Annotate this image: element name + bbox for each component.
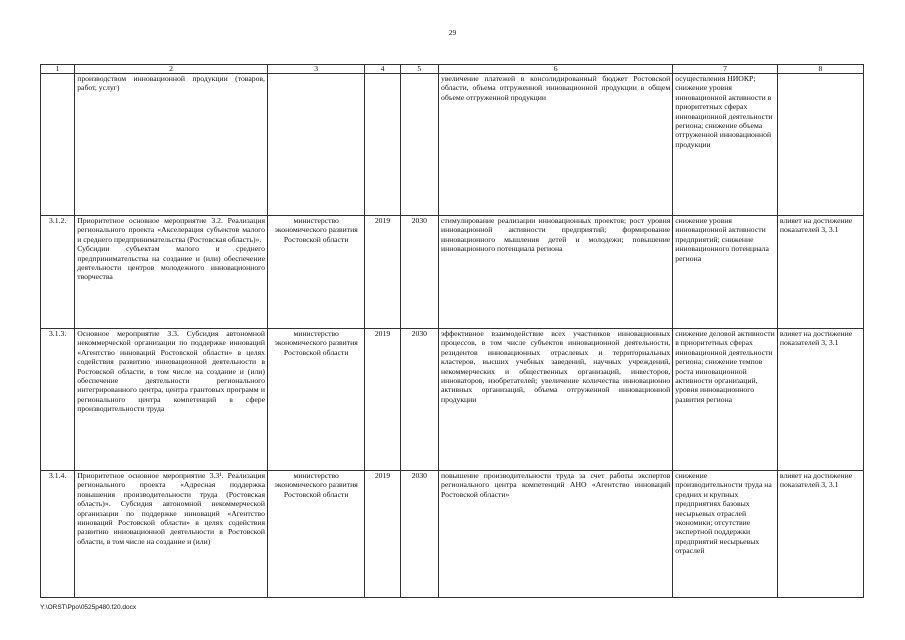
indicator-link <box>777 74 863 216</box>
end-year: 2030 <box>400 471 438 598</box>
event-text: Основное мероприятие 3.3. Субсидия автономной некоммерческой организации по поддержке инноваций «Агентство инноваций Ростовской области» в целях содействия развитию инновационной деятельности в Ростовской области, в том числе на создание и (или) обеспечение деятельности регионального интегрированного центра, центра грантовых программ и регионального центра компетенций в сфере производительности труда <box>77 329 265 414</box>
column-number: 7 <box>673 65 778 74</box>
end-year: 2030 <box>400 216 438 329</box>
expected-result: стимулирование реализации инновационных проектов; рост уровня инновационной активности предприятий; формирование инновационного мышления детей и молодежи; повышение инновационного потенциала региона <box>438 216 672 329</box>
event-description <box>75 74 268 216</box>
column-number: 8 <box>777 65 863 74</box>
indicator-link: влияет на достижение показателей 3, 3.1 <box>777 329 863 471</box>
start-year: 2019 <box>365 471 400 598</box>
executor <box>267 74 364 216</box>
column-number-row <box>41 65 864 74</box>
start-year <box>365 74 400 216</box>
table-row <box>41 329 864 471</box>
program-activities-table <box>40 64 864 598</box>
column-number: 3 <box>267 65 364 74</box>
column-number: 6 <box>438 65 672 74</box>
event-text: Приоритетное основное мероприятие 3.2. Реализация регионального проекта «Акселерация субъектов малого и среднего предпринимательства (Ростовская область)». <box>77 216 265 244</box>
end-year <box>400 74 438 216</box>
start-year: 2019 <box>365 216 400 329</box>
non-implementation-consequences: снижение производительности труда на средних и крупных предприятиях базовых несырьевых отраслей экономики; отсутствие экспертной поддержки предприятий несырьевых отраслей <box>673 471 778 598</box>
indicator-link: влияет на достижение показателей 3, 3.1 <box>777 471 863 598</box>
expected-result: увеличение платежей в консолидированный бюджет Ростовской области, объема отгруженной инновационной продукции в общем объеме отгруженной продукции <box>438 74 672 216</box>
non-implementation-consequences: снижение деловой активности в приоритетных сферах инновационной деятельности региона; снижение темпов роста инновационной активности организаций, уровня инновационного развития региона <box>673 329 778 471</box>
file-path-footer: Y:\ORST\Ppo\0525p480.f20.docx <box>40 604 137 611</box>
indicator-link: влияет на достижение показателей 3, 3.1 <box>777 216 863 329</box>
non-implementation-consequences: снижение уровня инновационной активности предприятий; снижение инновационного потенциала региона <box>673 216 778 329</box>
executor: министерство экономического развития Ростовской области <box>267 216 364 329</box>
column-number: 5 <box>400 65 438 74</box>
row-number: 3.1.4. <box>41 471 75 598</box>
event-description <box>75 216 268 329</box>
executor: министерство экономического развития Ростовской области <box>267 471 364 598</box>
table-row <box>41 471 864 598</box>
table-row <box>41 216 864 329</box>
start-year: 2019 <box>365 329 400 471</box>
row-number: 3.1.2. <box>41 216 75 329</box>
event-description <box>75 471 268 598</box>
non-implementation-consequences: осуществления НИОКР; снижение уровня инновационной активности в приоритетных сферах инновационной деятельности региона; снижение объема отгруженной инновационной продукции <box>673 74 778 216</box>
row-number <box>41 74 75 216</box>
expected-result: эффективное взаимодействие всех участников инновационных процессов, в том числе субъектов инновационной деятельности, резидентов инновационных отраслевых и территориальных кластеров, высших учебных заведений, научных учреждений, некоммерческих и общественных организаций, инвесторов, инноваторов, изобретателей; увеличение количества инновационно активных организаций, объема отгруженной инновационной продукции <box>438 329 672 471</box>
column-number: 4 <box>365 65 400 74</box>
expected-result: повышение производительности труда за счет работы экспертов регионального центра компетенций АНО «Агентство инноваций Ростовской области» <box>438 471 672 598</box>
column-number: 2 <box>75 65 268 74</box>
executor: министерство экономического развития Ростовской области <box>267 329 364 471</box>
event-text: Субсидии субъектам малого и среднего предпринимательства на создание и (или) обеспечение деятельности центров молодежного инновационного творчества <box>77 244 265 282</box>
column-number: 1 <box>41 65 75 74</box>
end-year: 2030 <box>400 329 438 471</box>
row-number: 3.1.3. <box>41 329 75 471</box>
table-row <box>41 74 864 216</box>
page-number: 29 <box>448 28 457 37</box>
event-text: Приоритетное основное мероприятие 3.3¹. Реализация регионального проекта «Адресная поддержка повышения производительности труда (Ростовская область)». Субсидия автономной некоммерческой организации по поддержке инноваций «Агентство инноваций Ростовской области» в целях содействия развитию инновационной деятельности в Ростовской области, в том числе на создание и (или) <box>77 471 265 546</box>
event-text: производством инновационной продукции (товаров, работ, услуг) <box>77 74 265 93</box>
event-description <box>75 329 268 471</box>
